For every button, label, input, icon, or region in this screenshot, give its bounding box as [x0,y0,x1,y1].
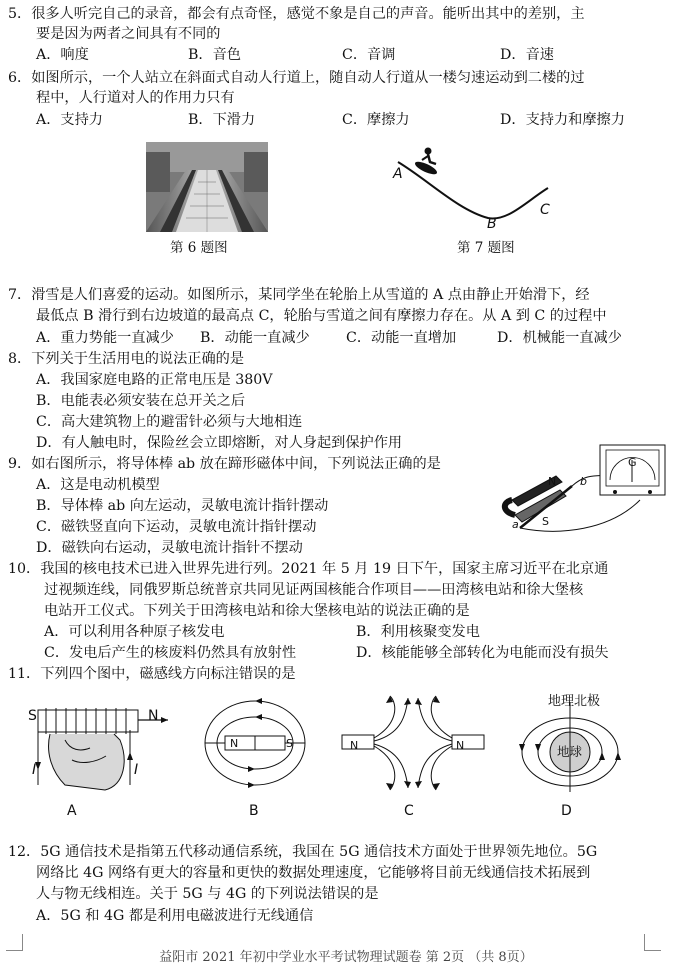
q7-option-a: A．重力势能一直减少 [36,330,174,346]
fig11-label-c: C [404,803,414,819]
skier-icon [413,148,438,177]
q5-option-a: A．响度 [36,47,89,63]
q5-stem-line2: 要是因为两者之间具有不同的 [36,26,221,42]
fig7-caption: 第 7 题图 [457,240,515,256]
q7-option-d: D．机械能一直减少 [497,330,622,346]
q7-stem-line1: 7．滑雪是人们喜爱的运动。如图所示，某同学坐在轮胎上从雪道的 A 点由静止开始滑下，经 [8,287,590,303]
fig9-label-a: a [512,518,519,531]
q12-stem-line1: 12．5G 通信技术是指第五代移动通信系统，我国在 5G 通信技术方面处于世界领先地位。5G [8,844,598,860]
escalator-photo [146,142,268,232]
q6-stem-line2: 程中，人行道对人的作用力只有 [36,90,235,106]
fig7-label-b: B [487,216,497,232]
fig11a-label-n: N [148,708,159,724]
fig9-label-s: S [542,515,549,528]
q9-option-b: B．导体棒 ab 向左运动，灵敏电流计指针摆动 [36,498,329,514]
ski-slope-diagram [388,140,558,235]
q12-stem-line2: 网络比 4G 网络有更大的容量和更快的数据处理速度，它能够将目前无线通信技术拓展到 [36,865,591,881]
fig7-label-a: A [393,166,403,182]
q8-option-d: D．有人触电时，保险丝会立即熔断，对人身起到保护作用 [36,435,403,451]
fig11b-label-n: N [230,737,239,750]
q8-option-c: C．高大建筑物上的避雷针必须与大地相连 [36,414,303,430]
fig11a-label-i-right: I [134,762,139,778]
q7-option-b: B．动能一直减少 [200,330,310,346]
q10-option-a: A．可以利用各种原子核发电 [44,624,225,640]
fig11d-label-earth: 地球 [557,744,583,759]
q6-option-a: A．支持力 [36,112,103,128]
q8-option-b: B．电能表必须安装在总开关之后 [36,393,246,409]
q5-option-c: C．音调 [342,47,396,63]
q10-stem-line2: 过视频连线，同俄罗斯总统普京共同见证两国核能合作项目——田湾核电站和徐大堡核 [44,582,584,598]
fig11c-label-n-right: N [456,739,465,752]
q9-option-d: D．磁铁向右运动，灵敏电流计指针不摆动 [36,540,303,556]
fig9-label-g: G [628,456,637,469]
fig11-label-a: A [67,803,77,819]
q7-option-c: C．动能一直增加 [346,330,457,346]
q10-stem-line1: 10．我国的核电技术已进入世界先进行列。2021 年 5 月 19 日下午，国家主席习近平在北京通 [8,561,609,577]
q6-option-d: D．支持力和摩擦力 [500,112,625,128]
q6-stem-line1: 6．如图所示，一个人站立在斜面式自动人行道上，随自动人行道从一楼匀速运动到二楼的过 [8,70,585,86]
q9-option-c: C．磁铁竖直向下运动，灵敏电流计指针摆动 [36,519,317,535]
fig11b-label-s: S [286,737,293,750]
fig7-label-c: C [540,202,550,218]
q12-stem-line3: 人与物无线相连。关于 5G 与 4G 的下列说法错误的是 [36,886,379,902]
q10-stem-line3: 电站开工仪式。下列关于田湾核电站和徐大堡核电站的说法正确的是 [44,603,470,619]
q10-option-b: B．利用核聚变发电 [356,624,480,640]
q11-stem: 11．下列四个图中，磁感线方向标注错误的是 [8,666,296,682]
q5-option-d: D．音速 [500,47,554,63]
q7-stem-line2: 最低点 B 滑行到右边坡道的最高点 C，轮胎与雪道之间有摩擦力存在。从 A 到 C 的过程中 [36,308,607,324]
q6-option-c: C．摩擦力 [342,112,410,128]
q5-option-b: B．音色 [188,47,241,63]
q9-option-a: A．这是电动机模型 [36,477,160,493]
fig11b-bar-magnet-diagram [200,696,310,796]
fig11-label-d: D [561,803,572,819]
q8-stem: 8．下列关于生活用电的说法正确的是 [8,351,245,367]
fig11a-label-i-left: I [32,762,37,778]
q8-option-a: A．我国家庭电路的正常电压是 380V [36,372,273,388]
fig11d-label-north-pole: 地理北极 [548,694,601,709]
hand-icon [49,734,125,790]
q5-stem-line1: 5．很多人听完自己的录音，都会有点奇怪，感觉不象是自己的声音。能听出其中的差别，主 [8,6,585,22]
fig11c-label-n-left: N [350,739,359,752]
q10-option-d: D．核能能够全部转化为电能而没有损失 [356,645,609,661]
page-footer: 益阳市 2021 年初中学业水平考试物理试题卷 第 2页 （共 8页） [159,950,533,965]
fig9-label-n: N [548,475,557,488]
fig6-caption: 第 6 题图 [170,240,228,256]
fig11-label-b: B [249,803,259,819]
fig11c-repelling-magnets-diagram [338,694,488,794]
q6-option-b: B．下滑力 [188,112,256,128]
fig11a-label-s: S [28,708,37,724]
fig9-label-b: b [580,475,587,488]
q12-option-a: A．5G 和 4G 都是利用电磁波进行无线通信 [36,908,314,924]
q10-option-c: C．发电后产生的核废料仍然具有放射性 [44,645,297,661]
q9-stem: 9．如右图所示，将导体棒 ab 放在蹄形磁体中间，下列说法正确的是 [8,456,441,472]
